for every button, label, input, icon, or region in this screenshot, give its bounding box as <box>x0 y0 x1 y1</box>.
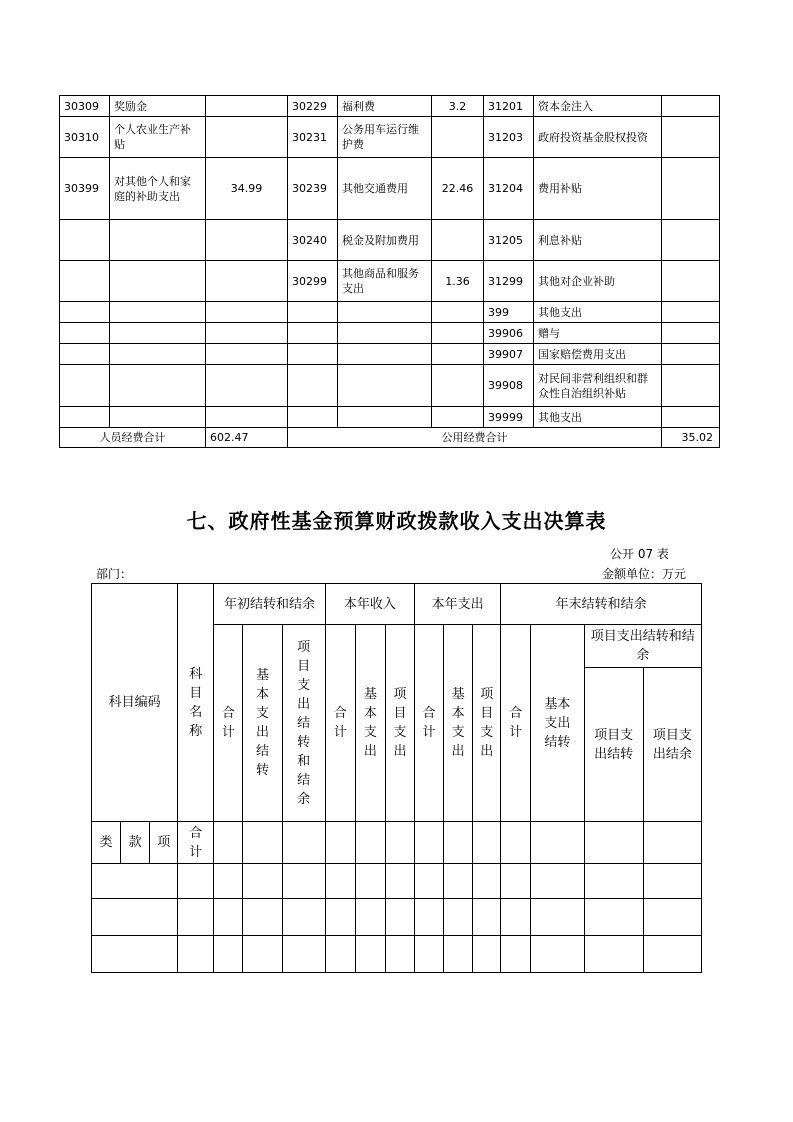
amount-cell <box>206 365 288 407</box>
totals-row <box>60 428 720 448</box>
amount-cell <box>206 302 288 323</box>
code-cell <box>60 323 110 344</box>
code-cell: 30310 <box>60 117 110 158</box>
code-cell: 399 <box>484 302 534 323</box>
name-cell: 税金及附加费用 <box>338 220 432 261</box>
code-cell <box>60 407 110 428</box>
name-cell: 其他对企业补助 <box>534 261 662 302</box>
header-income-project: 项目支出 <box>385 625 414 822</box>
name-cell <box>338 323 432 344</box>
public-total-label: 公用经费合计 <box>288 428 662 448</box>
department-label: 部门： <box>96 567 133 581</box>
name-cell: 奖励金 <box>110 96 206 117</box>
header-end-balance: 年末结转和结余 <box>501 584 702 625</box>
header-begin-total: 合计 <box>214 625 243 822</box>
header-expense-total: 合计 <box>415 625 444 822</box>
name-cell: 国家赔偿费用支出 <box>534 344 662 365</box>
table-row <box>60 261 720 302</box>
code-cell: 31299 <box>484 261 534 302</box>
name-cell <box>110 220 206 261</box>
code-cell: 31203 <box>484 117 534 158</box>
code-cell: 31201 <box>484 96 534 117</box>
name-cell <box>110 302 206 323</box>
header-end-project: 项目支出结转和结余 <box>584 625 701 668</box>
header-end-total: 合计 <box>501 625 531 822</box>
header-end-basic: 基本支出结转 <box>531 625 584 822</box>
code-cell: 30399 <box>60 158 110 220</box>
page-title: 七、政府性基金预算财政拨款收入支出决算表 <box>186 509 607 533</box>
code-cell: 30231 <box>288 117 338 158</box>
header-xiang: 项 <box>150 822 178 864</box>
code-cell: 30240 <box>288 220 338 261</box>
table-row <box>92 864 702 899</box>
amount-cell <box>432 220 484 261</box>
amount-cell <box>662 302 720 323</box>
amount-cell <box>432 323 484 344</box>
code-cell: 39907 <box>484 344 534 365</box>
table-row <box>60 323 720 344</box>
amount-cell <box>432 302 484 323</box>
header-begin-project: 项目支出结转和结余 <box>282 625 325 822</box>
amount-cell <box>432 365 484 407</box>
amount-cell <box>206 344 288 365</box>
table-row <box>60 365 720 407</box>
header-begin-basic: 基本支出结转 <box>243 625 282 822</box>
public-total-value: 35.02 <box>662 428 720 448</box>
code-cell: 30229 <box>288 96 338 117</box>
name-cell: 公务用车运行维护费 <box>338 117 432 158</box>
amount-cell <box>662 344 720 365</box>
header-sum: 合计 <box>178 822 214 864</box>
code-cell <box>60 302 110 323</box>
table-number: 公开 07 表 <box>610 547 669 561</box>
amount-cell <box>206 261 288 302</box>
code-cell: 31205 <box>484 220 534 261</box>
code-cell: 30239 <box>288 158 338 220</box>
amount-cell <box>206 220 288 261</box>
name-cell: 费用补贴 <box>534 158 662 220</box>
header-kuan: 款 <box>121 822 150 864</box>
code-cell <box>60 344 110 365</box>
header-expense-project: 项目支出 <box>473 625 501 822</box>
code-cell: 30309 <box>60 96 110 117</box>
name-cell: 其他支出 <box>534 302 662 323</box>
table-row <box>60 220 720 261</box>
name-cell <box>338 344 432 365</box>
amount-cell <box>662 158 720 220</box>
name-cell: 利息补贴 <box>534 220 662 261</box>
name-cell <box>110 261 206 302</box>
name-cell: 政府投资基金股权投资 <box>534 117 662 158</box>
code-cell: 31204 <box>484 158 534 220</box>
header-begin-balance: 年初结转和结余 <box>214 584 325 625</box>
name-cell <box>110 323 206 344</box>
header-income-basic: 基本支出 <box>355 625 385 822</box>
header-subject-code: 科目编码 <box>92 584 178 822</box>
name-cell: 资本金注入 <box>534 96 662 117</box>
code-cell <box>288 365 338 407</box>
code-cell <box>288 302 338 323</box>
name-cell <box>338 407 432 428</box>
amount-cell: 22.46 <box>432 158 484 220</box>
table-row <box>60 96 720 117</box>
amount-cell <box>662 261 720 302</box>
table-row <box>60 302 720 323</box>
name-cell: 福利费 <box>338 96 432 117</box>
amount-cell <box>662 117 720 158</box>
header-income: 本年收入 <box>325 584 414 625</box>
personnel-total-label: 人员经费合计 <box>60 428 206 448</box>
code-cell: 39908 <box>484 365 534 407</box>
amount-cell: 3.2 <box>432 96 484 117</box>
name-cell: 其他支出 <box>534 407 662 428</box>
table-row <box>92 936 702 973</box>
code-cell <box>288 323 338 344</box>
amount-cell <box>206 96 288 117</box>
table-row <box>60 158 720 220</box>
code-cell <box>288 344 338 365</box>
table-row <box>60 344 720 365</box>
personnel-total-value: 602.47 <box>206 428 288 448</box>
code-cell: 39906 <box>484 323 534 344</box>
header-income-total: 合计 <box>325 625 355 822</box>
header-expense: 本年支出 <box>415 584 501 625</box>
code-cell: 30299 <box>288 261 338 302</box>
code-cell: 39999 <box>484 407 534 428</box>
amount-cell <box>432 117 484 158</box>
header-lei: 类 <box>92 822 121 864</box>
name-cell <box>338 365 432 407</box>
table-row <box>60 407 720 428</box>
name-cell: 个人农业生产补贴 <box>110 117 206 158</box>
header-subject-name: 科目名称 <box>178 584 214 822</box>
name-cell <box>338 302 432 323</box>
name-cell <box>110 344 206 365</box>
code-cell <box>288 407 338 428</box>
amount-cell <box>206 323 288 344</box>
name-cell: 对其他个人和家庭的补助支出 <box>110 158 206 220</box>
header-project-carry: 项目支出结转 <box>584 668 643 822</box>
amount-cell <box>662 96 720 117</box>
amount-cell <box>662 323 720 344</box>
amount-cell: 1.36 <box>432 261 484 302</box>
name-cell <box>110 407 206 428</box>
amount-cell: 34.99 <box>206 158 288 220</box>
name-cell: 赠与 <box>534 323 662 344</box>
code-cell <box>60 261 110 302</box>
amount-cell <box>432 344 484 365</box>
name-cell: 对民间非营利组织和群众性自治组织补贴 <box>534 365 662 407</box>
table-row <box>60 117 720 158</box>
unit-label: 金额单位：万元 <box>602 567 687 581</box>
expense-detail-table <box>59 95 720 448</box>
amount-cell <box>662 365 720 407</box>
amount-cell <box>662 407 720 428</box>
name-cell: 其他商品和服务支出 <box>338 261 432 302</box>
amount-cell <box>206 407 288 428</box>
amount-cell <box>432 407 484 428</box>
amount-cell <box>206 117 288 158</box>
code-cell <box>60 220 110 261</box>
amount-cell <box>662 220 720 261</box>
code-cell <box>60 365 110 407</box>
header-expense-basic: 基本支出 <box>444 625 473 822</box>
table-row <box>92 899 702 936</box>
name-cell: 其他交通费用 <box>338 158 432 220</box>
header-project-balance: 项目支出结余 <box>643 668 701 822</box>
name-cell <box>110 365 206 407</box>
fund-budget-table <box>91 583 702 973</box>
